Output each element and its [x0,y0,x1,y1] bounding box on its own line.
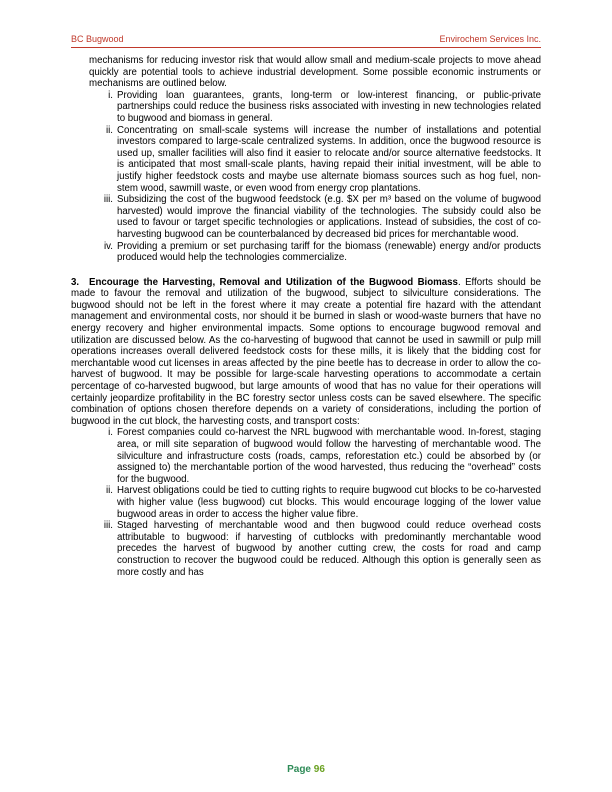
list-item-text: Subsidizing the cost of the bugwood feedstock (e.g. $X per m³ based on the volume of bugwood harvested) would improve the financial viability of the technologies. The subsidy could also be used to favour or target specific technologies or applications. Instead of subsidies, the cost of co-harvesting bugwood can be counterbalanced by decreased bid prices for merchantable wood. [117,194,541,240]
header-right-company: Envirochem Services Inc. [439,34,541,44]
list-item-number: i. [108,89,113,101]
page-header [71,33,541,48]
section-number: 3. [71,276,80,288]
instrument-list [89,90,541,264]
list-item [108,427,541,485]
page-content [71,55,541,578]
page-label: Page [287,764,311,775]
list-item [103,194,541,240]
section-3 [71,277,541,428]
list-item-number: iii. [103,194,113,206]
list-item-text: Concentrating on small-scale systems will increase the number of installations and potential investors compared to large-scale centralized systems. In addition, once the bugwood resource is used up, smaller facilities will also find it easier to relocate and/or source alternative feedstocks. It is anticipated that most small-scale plants, having repaid their initial investment, will be able to justify higher feedstock costs and maybe use alternate biomass sources such as hog fuel, non-stem wood, sawmill waste, or even wood from energy crop plantations. [117,124,541,194]
list-item-number: ii. [106,124,113,136]
list-item-text: Staged harvesting of merchantable wood and then bugwood could reduce overhead costs attributable to bugwood: if harvesting of cutblocks with predominantly merchantable wood precedes the harvest of bugwood by another cutting crew, the costs for road and camp construction to recover the bugwood could be reduced. Although this option is generally seen as more costly and has [117,520,541,578]
list-item [106,124,541,195]
page-footer [0,764,612,775]
list-item [106,485,541,520]
list-item [103,520,541,578]
intro-paragraph: mechanisms for reducing investor risk that would allow small and medium-scale projects to move ahead quickly are potential tools to achieve industrial development. Some possible economic instruments or mechanisms are outlined below. [89,55,541,90]
section-body: Efforts should be made to favour the removal and utilization of the bugwood, subject to silviculture considerations. The bugwood should not be left in the forest where it may create a potential fire hazard with the attendant management and environmental costs, nor should it be burned in slash or wood-waste burners that have no energy recovery and higher environmental impacts. Some options to encourage bugwood removal and utilization are discussed below. As the co-harvesting of bugwood that cannot be used in sawmill or pulp mill operations increases overall delivered feedstock costs for these mills, it is likely that the bidding cost for merchantable wood cut licenses in areas affected by the pine beetle has to decrease in order to allow the co-harvest of bugwood. It may be possible for large-scale harvesting operations to accommodate a certain percentage of co-harvested bugwood, but large amounts of wood that has no value for their operations will certainly jeopardize profitability in the BC forestry sector unless costs can be saved elsewhere. The specific combination of options chosen therefore depends on a variety of considerations, including the portion of bugwood in the cut block, the harvesting costs, and transport costs: [71,276,541,427]
list-item-number: ii. [106,485,113,497]
header-left-title: BC Bugwood [71,34,124,44]
list-item-text: Harvest obligations could be tied to cutting rights to require bugwood cut blocks to be co-harvested with higher value (less bugwood) cut blocks. This would encourage logging of the lower value bugwood areas in order to access the higher value fibre. [117,485,541,520]
page-number: 96 [313,764,325,775]
list-item-text: Providing a premium or set purchasing tariff for the biomass (renewable) energy and/or products produced would help the technologies commercialize. [117,240,541,264]
section-3-paragraph [71,277,541,428]
list-item-number: iii. [103,520,113,532]
list-item [104,240,541,264]
section-heading-period: . [457,276,461,288]
list-item [108,89,541,125]
list-item-number: i. [108,427,113,439]
harvesting-options-list [89,427,541,578]
list-item-text: Forest companies could co-harvest the NRL bugwood with merchantable wood. In-forest, staging area, or mill site separation of bugwood would follow the harvesting of merchantable wood. The silviculture and infrastructure costs (roads, camps, reforestation etc.) could be absorbed by (or assigned to) the merchantable portion of the wood harvested, thus reducing the “overhead” costs for the bugwood. [117,427,541,485]
list-item-number: iv. [104,240,113,252]
section-heading: Encourage the Harvesting, Removal and Utilization of the Bugwood Biomass [89,276,458,288]
list-item-text: Providing loan guarantees, grants, long-term or low-interest financing, or public-private partnerships could reduce the business risks associated with investing in new technologies related to bugwood and biomass in general. [117,89,541,124]
